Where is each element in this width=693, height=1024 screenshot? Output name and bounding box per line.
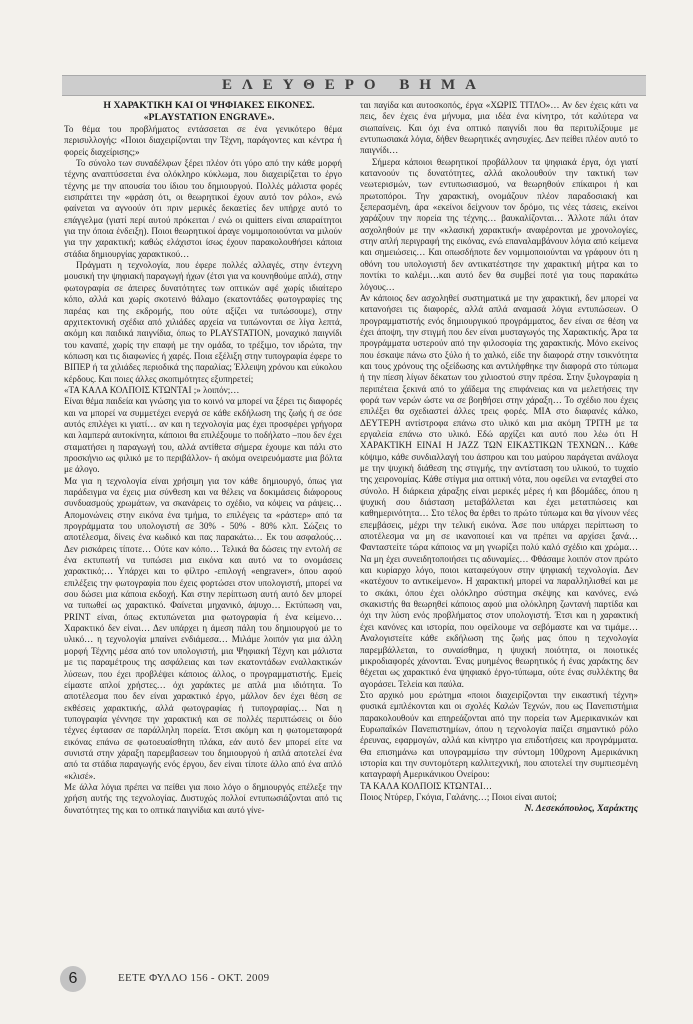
left-column [64,100,342,955]
paragraph: Μα για η τεχνολογία είναι χρήσιμη για τον κάθε δημιουργό, όπως για παράδειγμα να έχεις μια σύνθεση και να θέλεις να δοκιμάσεις διάφορους συνδυασμούς χρωμάτων, να σκανάρεις το σχέδιο, να κόψεις να ράψεις… Απομονώνεις στην εικόνα ένα τμήμα, το επιλέγεις τα «ράστερ» από τα προγράμματα του υπολογιστή σε 30% - 50% - 80% κλπ. Σώζεις το αποτέλεσμα, δίνεις ένα κωδικό και πας παρακάτω… Εκ του ασφαλούς… Δεν ρισκάρεις τίποτε… Ούτε καν κόπο… Τελικά θα δώσεις την εντολή σε ένα εκτυπωτή να τυπώσει μια εικόνα και αυτό να το ονομάσεις χαρακτικό;… Υπάρχει και το φίλτρο -επιλογή «engraver», όπου αφού επιλέξεις την φωτογραφία που έχεις φορτώσει στον υπολογιστή, μπορεί να σου δώσει μια κάποια εκδοχή. Και στην περίπτωση αυτή αυτό δεν μπορεί να τυπωθεί ως χαρακτικό. Φαίνεται μηχανικό, άψυχο… Εκτύπωση ναι, PRINT είναι, όπως εκτυπώνεται μια φωτογραφία ή ένα κείμενο… Χαρακτικό δεν είναι… Δεν υπάρχει η άμεση πάλη του δημιουργού με το υλικό… η τεχνολογία μπαίνει ενδιάμεσα… Μιλάμε λοιπόν για μια άλλη μορφή Τέχνης μέσα από τον υπολογιστή, μια Ψηφιακή Τέχνη και μάλιστα με τις παραμέτρους της ασφάλειας και των εκατοντάδων εναλλακτικών λύσεων, που έχει προβλέψει κάποιος άλλος, ο προγραμματιστής. Εμείς είμαστε απλοί χρήστες… όχι χαράκτες με απλά μια ιδιότητα. Το αποτέλεσμα που δεν είναι χαρακτικό έργο, μάλλον δεν έχει θέση σε εκθέσεις χαρακτικής, αλλά φωτογραφίας ή τυπογραφίας… Ναι η τυπογραφία γέννησε την χαρακτική και σε πολλές περιπτώσεις οι δύο τέχνες έφτασαν σε παράλληλη πορεία. Έτσι ακόμη και η φωτομεταφορά εικόνας επάνω σε φωτοευαίσθητη πλάκα, εάν αυτό δεν μπορεί είτε να συνιστά στην χάραξη παρεμβασεων του δημιουργού ή απλά αποτελεί ένα από τα στάδια παραγωγής ενός έργου, δεν είναι τίποτε άλλο από ένα απλό «κλισέ». [64,475,342,781]
paragraph: Με άλλα λόγια πρέπει να πείθει για ποιο λόγο ο δημιουργός επέλεξε την χρήση αυτής της τεχνολογίας. Δυστυχώς πολλοί εντυπωσιάζονται από τις δυνατότητες της και το οπτικά παιγνίδια και αυτό γίνε- [64,781,342,815]
paragraph: Το σύνολο των συναδέλφων ξέρει πλέον ότι γύρο από την κάθε μορφή τέχνης αναπτύσσεται ένα ολόκληρο κύκλωμα, που διαχειρίζεται το έργο τέχνης με την απουσία του ίδιου του δημιουργού. Πολλές μάλιστα φορές εισπράττει την «φράση ότι, οι θεωρητικοί έχουν αυτό τον ρόλο», ενώ φαίνεται να αγνοούν ότι πριν μερικές δεκαετίες δεν υπήρχε αυτό το επάγγελμα (γιατί περί αυτού πρόκειται / ενώ οι quitters είναι απαραίτητοι για την όποια ένδειξη). Ποιοι θεωρητικοί άραγε νομιμοποιούνται να μιλούν για την χαρακτική; καθώς ελάχιστοι ίσως έχουν παρακολουθήσει κάποια στάδια δημιουργίας χαρακτικού… [64,158,342,259]
footer-text: ΕΕΤΕ ΦΥΛΛΟ 156 - ΟΚΤ. 2009 [118,972,270,984]
article-subtitle: «PLAYSTATION ENGRAVE». [143,112,275,123]
paragraph: Σήμερα κάποιοι θεωρητικοί προβάλλουν τα ψηφιακά έργα, όχι γιατί κατανοούν τις δυνατότητες, αλλά ακολουθούν την τακτική των νεωτερισμών, των εντυπωσιασμού, να θεωρηθούν επίκαιροι ή και πρωτοπόροι. Την χαρακτική, ονομάζουν πλέον παραδοσιακή και ξεπερασμένη, άρα «εκείνοι δείχνουν τον δρόμο, τις νέες τάσεις, εκείνοι χαράζουν την πορεία της τέχνης… βαυκαλίζονται… Άλλοτε πάλι όταν ασχοληθούν με την «κλασική χαρακτική» αναφέρονται με χρονολογίες, στην απλή περιγραφή της εικόνας, ενώ επαναλαμβάνουν λόγια από κείμενα και σημειώσεις… Και οπωσδήποτε δεν νομιμοποιούνται να γράφουν ότι η οθόνη του υπολογιστή δεν αντικατέστησε την χαρακτική μήτρα και το ποντίκι το καλέμι…και αυτό δεν θα συμβεί ποτέ για τους παρακάτω λόγους… [360,156,638,292]
paragraph: ται παγίδα και αυτοσκοπός, έργα «ΧΩΡΙΣ ΤΙΤΛΟ»… Αν δεν έχεις κάτι να πεις, δεν έχεις ένα μήνυμα, μια ιδέα ένα κίνητρο, τότ καλύτερα να σιωπαίνεις. Και όχι ένα οπτικό παιγνίδι που θα περιτυλίξουμε με εντυπωσιακά λόγια, δήθεν θεωρητικές ανησυχίες. Δεν πείθει πλέον αυτό το παιγνίδι… [360,100,638,156]
paragraph: ΤΑ ΚΑΛΑ ΚΟΛΠΟΙΣ ΚΤΩΝΤΑΙ… [360,780,493,791]
paragraph: Είναι θέμα παιδεία και γνώσης για το κοινό να μπορεί να ξέρει τις διαφορές και να μπορεί να συμμετέχει ενεργά σε κάθε εκδήλωση της ζωής ή σε όσε αυτός επιλέγει κι γιατί… αν και η τεχνολογία μας έχει προσφέρει γρήγορα και λαμπερά αυτοκίνητα, κάποιοι θα επιλέξουμε το ποδήλατο –που δεν έχει σταματήσει η παραγωγή του, αλλά αντίθετα σήμερα έχουμε και πάλι στο προσκήνιο ως φιλικό με το περιβάλλον- ή ακόμα ονειρευόμαστε μια βόλτα με άλογο. [64,396,342,475]
paragraph: Πράγματι η τεχνολογία, που έφερε πολλές αλλαγές, στην έντεχνη μουσική την ψηφιακή παραγωγή ήχων (έτσι για να κουνηθούμε απλά), στην φωτογραφία σε άπειρες δυνατότητες των οπτικών αφέ χωρίς ιδιαίτερο κόπο, αλλά και χωρίς σκοτεινό θάλαμο (εκατοντάδες φωτογραφίες της παρέας και της εκδρομής, που ούτε αξίζει να τυπώσουμε), στην αρχιτεκτονική σχέδια από χιλιάδες αρχεία να τυπώνονται σε λίγα λεπτά, ακόμη και παιδικά παιγνίδια, όπως το PLAYSTATION, μοναχικό παιγνίδι του καναπέ, χωρίς την επαφή με την ομάδα, το τρέξιμο, τον ιδρώτα, την κόπωση και τις διαφωνίες ή χαρές. Ποια εξέλιξη στην τυπογραφία έφερε το ΒΙΠΕΡ ή τα χιλιάδες περιοδικά της παραλίας; Έλλειψη χρόνου και εύκολου κέρδους. Και ποιες άλλες σκοπιμότητες εξυπηρετεί; [64,260,342,384]
section-banner [62,75,646,96]
page-number-text: 6 [68,970,78,987]
right-column [360,100,638,955]
page-number [60,966,86,992]
author-signature: Ν. Δεσεκόπουλος, Χαράκτης [524,803,638,815]
paragraph: Στο αρχικό μου ερώτημα «ποιοι διαχειρίζονται την εικαστική τέχνη» φυσικά εμπλέκονται και οι σχολές Καλών Τεχνών, που ως Πανεπιστήμια παρακολουθούν και επηρεάζονται από την πορεία των Αμερικανικών και Ευρωπαϊκών Πανεπιστημίων, όπου η τεχνολογία παίζει σημαντικό ρόλο έρευνας, εφαρμογών, αλλά και κίνητρο για επιδοτήσεις και προγράμματα. Θα επισημάνω και υπογραμμίσω την σύντομη 100χρονη Αμερικάνικη ιστορία και την συντομότερη καλλιτεχνική, που αποτελεί την συμπιεσμένη καταγραφή Αμερικάνικου Ονείρου: [360,689,638,780]
paragraph: Το θέμα του προβλήματος εντάσσεται σε ένα γενικότερο θέμα περισυλλογής: «Ποιοι διαχειρίζονται την Τέχνη, παράγοντες και κέντρα ή φορείς διαχείρισης;» [64,124,342,157]
paragraph: «ΤΑ ΚΑΛΑ ΚΟΛΠΟΙΣ ΚΤΩΝΤΑΙ ;» λοιπόν;… [64,384,240,395]
paragraph: Αν κάποιος δεν ασχοληθεί συστηματικά με την χαρακτική, δεν μπορεί να κατανοήσει τις διαφορές, αλλά απλά αναμασά λόγια εντυπώσεων. Ο προγραμματιστής ενός δημιουργικού προγράμματος, δεν είναι σε θέση να έχει άποψη, την στιγμή που δεν είναι μυσταγωγός της Χαρακτικής. Άρα τα προγράμματα υστερούν από την φιλοσοφία της χαρακτικής. Μόνο εκείνος που έσκαψε πάνω στο ξύλο ή το χαλκό, είδε την διαφορά στην τσικνότητα και τους χρόνους της οξείδωσης και αντιλήφθηκε την διαφορά στο τύπωμα ή την πίεση λίγων δέκατων του χιλιοστού στην πρέσα. Στην ξυλογραφία η περιπέτεια ξεκινά από το χάϊδεμα της επιφάνειας και να μελετήσεις την φορά των νερών ώστε να σε βοηθήσει στην χάραξη… Το σχέδιο που έχεις επιλέξει θα σχεδιαστεί άλλες τρεις φορές. ΜΙΑ στο διαφανές κάλκο, ΔΕΥΤΕΡΗ αντίστροφα επάνω στο υλικό και μια ακόμη ΤΡΙΤΗ με τα εργαλεία επάνω στο υλικό. Εδώ αρχίζει και αυτό που λέω ότι Η ΧΑΡΑΚΤΙΚΗ ΕΙΝΑΙ Η JAZZ ΤΩΝ ΕΙΚΑΣΤΙΚΩΝ ΤΕΧΝΩΝ… Κάθε κόψιμο, κάθε συνδιαλλαγή του άσπρου και του μαύρου παράγεται ανάλογα με την ψυχική διάθεση της στιγμής, την αντίσταση του υλικού, το τυχαίο της χειρονομίας. Κάθε στίγμα μια οπτική νότα, που οφείλει να ενταχθεί στο σύνολο. Η διάρκεια χάραξης είναι μερικές μέρες ή και βδομάδες, όπου η ψυχική σου διάσταση μεταβάλλεται και έχει μετατπώσεις και καθημερινότητα… Στο τέλος θα έρθει το πρώτο τύπωμα και θα γίνουν νέες επεμβάσεις, μέχρι την τελική εικόνα. Άσε που υπάρχει περίπτωση το αποτέλεσμα να μη σε ικανοποιεί και να πρέπει να αρχίσει ξανά… Φανταστείτε τώρα κάποιος να μη γνωρίζει πολύ καλό σχέδιο και χρώμα… Να μη έχει συνειδητοποιήσει τις αδυναμίες… Φθάσαμε λοιπόν στον πρώτο και κυρίαρχο λόγο, ποιοι καταφεύγουν στην ψηφιακή τεχνολογία. Δεν «κατέχουν το αντικείμενο». Η χαρακτική μπορεί να παραλληλισθεί και με το σκάκι, όπου έχει ολόκληρο σύστημα σκέψης και κανόνες, ενώ σκακιστής θα θεωρηθεί κάποιος αφού μια ολόκληρη ζωντανή παρτίδα και όχι την λύση ενός προβλήματος στον υπολογιστή. Έτσι και η χαρακτική έχει κανόνες και ιστορία, που οφείλουμε να σεβόμαστε και να τιμάμε… Αναλογιστείτε κάθε εκδήλωση της ζωής μας όπου η τεχνολογία παρεμβάλλεται, το συναίσθημα, η ψυχική ποιότητα, οι ποιοτικές μικροδιαφορές χάνονται. Ένας μυημένος θεωρητικός ή ένας χαράκτης δεν θέχεται ως χαρακτικό ένα ψηφιακό έργο-τύπωμα, ούτε ένας συλλέκτης θα αγοράσει. Τελεία και παύλα. [360,292,638,689]
article-title: Η ΧΑΡΑΚΤΙΚΗ ΚΑΙ ΟΙ ΨΗΦΙΑΚΕΣ ΕΙΚΟΝΕΣ. [103,100,315,111]
section-title: ΕΛΕΥΘΕΡΟ ΒΗΜΑ [222,77,486,93]
paragraph: Ποιος Ντύρερ, Γκόγια, Γαλάνης…; Ποιοι είναι αυτοί; [360,791,557,802]
